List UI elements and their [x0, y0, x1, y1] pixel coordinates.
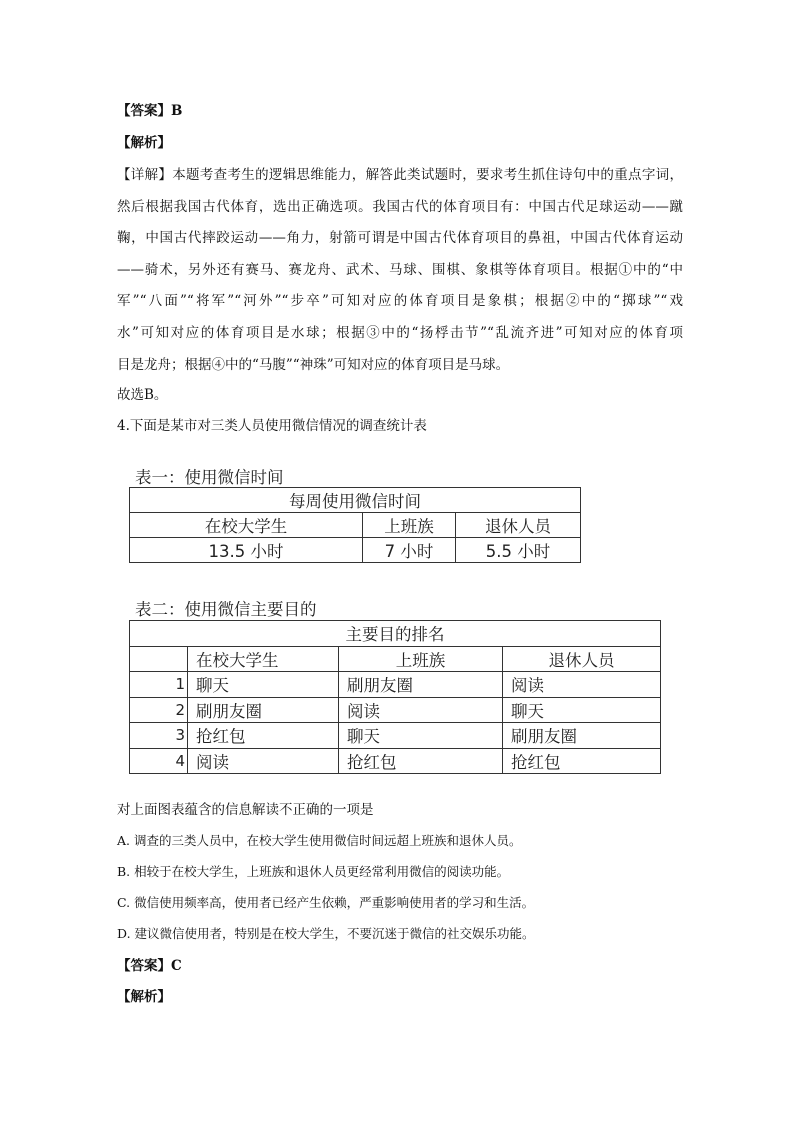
table2-cell: 抢红包 [503, 748, 661, 774]
answer: 【答案】C [117, 958, 182, 974]
table2-cell: 聊天 [188, 672, 339, 698]
rank-cell: 3 [130, 723, 188, 749]
table-main-purpose [129, 620, 661, 774]
table2-corner [130, 646, 188, 672]
detail-line: 水”可知对应的体育项目是水球；根据③中的“扬桴击节”“乱流齐进”可知对应的体育项 [117, 324, 683, 341]
table-row [130, 697, 661, 723]
table2-cell: 抢红包 [339, 748, 503, 774]
table1-value: 7 小时 [363, 538, 456, 563]
question-4: 4.下面是某市对三类人员使用微信情况的调查统计表 [117, 418, 427, 434]
table2-cell: 抢红包 [188, 723, 339, 749]
table2-header: 上班族 [339, 646, 503, 672]
table2-cell: 聊天 [339, 723, 503, 749]
table1-header: 退休人员 [456, 513, 581, 538]
detail-line: 目是龙舟；根据④中的“马腹”“神珠”可知对应的体育项目是马球。 [117, 356, 510, 373]
table-usage-time [129, 487, 581, 563]
analysis-label: 【解析】 [117, 135, 171, 151]
option-b: B. 相较于在校大学生，上班族和退休人员更经常利用微信的阅读功能。 [117, 864, 510, 879]
analysis-label: 【解析】 [117, 989, 171, 1005]
detail-line: 【详解】本题考查考生的逻辑思维能力，解答此类试题时，要求考生抓住诗句中的重点字词， [117, 167, 683, 183]
question-stem: 对上面图表蕴含的信息解读不正确的一项是 [117, 802, 374, 818]
table2-caption: 表二：使用微信主要目的 [135, 600, 317, 619]
rank-cell: 4 [130, 748, 188, 774]
detail-line: ——骑术，另外还有赛马、赛龙舟、武术、马球、围棋、象棋等体育项目。根据①中的“中 [117, 261, 683, 278]
rank-cell: 2 [130, 697, 188, 723]
table2-cell: 聊天 [503, 697, 661, 723]
table1-caption: 表一：使用微信时间 [135, 468, 284, 487]
table2-title: 主要目的排名 [130, 621, 661, 647]
detail-line: 军”“八面”“将军”“河外”“步卒”可知对应的体育项目是象棋；根据②中的“掷球”“戏 [117, 293, 683, 310]
table2-cell: 刷朋友圈 [339, 672, 503, 698]
option-a: A. 调查的三类人员中，在校大学生使用微信时间远超上班族和退休人员。 [117, 833, 522, 848]
table2-header: 在校大学生 [188, 646, 339, 672]
table2-cell: 刷朋友圈 [188, 697, 339, 723]
table1-value: 13.5 小时 [130, 538, 363, 563]
answer-previous: 【答案】B [117, 103, 183, 119]
option-d: D. 建议微信使用者，特别是在校大学生，不要沉迷于微信的社交娱乐功能。 [117, 926, 535, 941]
table-row [130, 748, 661, 774]
table1-header: 在校大学生 [130, 513, 363, 538]
detail-paragraph [117, 160, 683, 381]
table2-cell: 阅读 [503, 672, 661, 698]
table2-header: 退休人员 [503, 646, 661, 672]
option-c: C. 微信使用频率高，使用者已经产生依赖，严重影响使用者的学习和生活。 [117, 895, 535, 910]
choose-answer: 故选B。 [117, 387, 168, 403]
detail-line: 然后根据我国古代体育，选出正确选项。我国古代的体育项目有：中国古代足球运动——蹴 [117, 198, 683, 215]
table1-header: 上班族 [363, 513, 456, 538]
table2-cell: 阅读 [339, 697, 503, 723]
table-row [130, 723, 661, 749]
rank-cell: 1 [130, 672, 188, 698]
detail-line: 鞠，中国古代摔跤运动——角力，射箭可谓是中国古代体育项目的鼻祖，中国古代体育运动 [117, 230, 683, 247]
table-row [130, 672, 661, 698]
table1-value: 5.5 小时 [456, 538, 581, 563]
table2-cell: 阅读 [188, 748, 339, 774]
table2-cell: 刷朋友圈 [503, 723, 661, 749]
table1-title: 每周使用微信时间 [130, 488, 581, 513]
